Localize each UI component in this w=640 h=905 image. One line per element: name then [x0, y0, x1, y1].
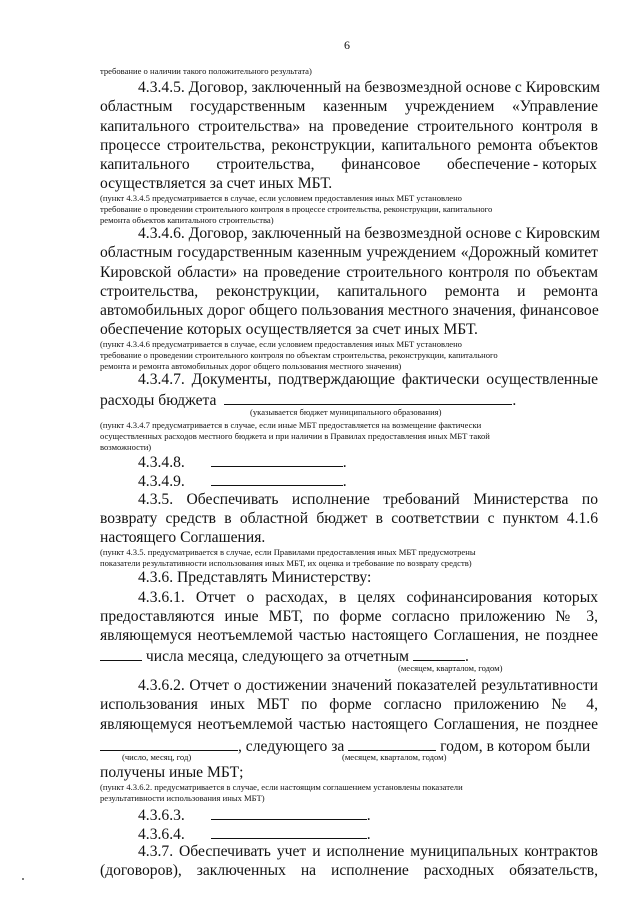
clause-4-3-7-heading: 4.3.7. Обеспечивать учет и исполнение муниципальных контрактов — [138, 843, 598, 860]
text-line: являющемуся неотъемлемой частью настоящего Соглашения, не позднее — [100, 627, 598, 644]
text-line: областным государственным казенным учреждением «Управление — [100, 98, 598, 115]
note-line: (пункт 4.3.4.6 предусматривается в случае, если условием предоставления иных МБТ установлено — [100, 339, 462, 349]
clause-4-3-6-heading: 4.3.6. Представлять Министерству: — [138, 569, 372, 586]
note-line: возможности) — [100, 442, 152, 452]
page-number: 6 — [344, 38, 350, 52]
period: . — [464, 648, 469, 665]
text-line: получены иные МБТ; — [100, 764, 244, 781]
text-line: осуществляется за счет иных МБТ. — [100, 175, 333, 192]
note-line: показатели результативности использования иных МБТ, их оценка и требование по возврату средств) — [100, 558, 472, 568]
clause-number: 4.3.6.3. — [138, 807, 185, 824]
text-line: предоставляются иные МБТ, по форме согласно приложению № 3, — [100, 608, 598, 625]
day-blank-field[interactable] — [100, 646, 142, 661]
text-line: настоящего Соглашения. — [100, 529, 266, 546]
note-line: требование о проведении строительного контроля по объектам строительства, реконструкции, капитального — [100, 350, 498, 360]
clause-4-3-4-9-blank[interactable] — [211, 471, 343, 486]
clause-4-3-4-7-heading: 4.3.4.7. Документы, подтверждающие фактически осуществленные — [138, 371, 598, 388]
period-blank-field[interactable] — [413, 646, 465, 661]
period-blank-field[interactable] — [348, 736, 436, 751]
text-line: являющемуся неотъемлемой частью настоящего Соглашения, не позднее — [100, 716, 598, 733]
period-caption: (месяцем, кварталом, годом) — [398, 663, 503, 673]
text-line: возврату средств в областной бюджет в соответствии с пунктом 4.1.6 — [100, 510, 598, 527]
following-text: , следующего за — [238, 738, 345, 755]
text-line: капитального строительства, финансовое обеспечение — [100, 156, 530, 173]
year-text: годом, в котором были — [440, 738, 591, 755]
period: . — [366, 807, 371, 824]
text-line: областным государственным казенным учреждением «Дорожный комитет — [100, 244, 598, 261]
note-line: осуществленных расходов местного бюджета и при наличии в Правилах предоставления иных МБТ такой — [100, 431, 490, 441]
budget-label: расходы бюджета — [100, 392, 217, 409]
clause-4-3-6-3-blank[interactable] — [211, 805, 367, 820]
scan-speck — [22, 878, 24, 880]
deadline-text: числа месяца, следующего за отчетным — [145, 648, 410, 665]
date-caption: (число, месяц, год) — [122, 752, 192, 762]
clause-4-3-6-2-heading: 4.3.6.2. Отчет о достижении значений показателей результативности — [138, 677, 598, 694]
note-line: (пункт 4.3.6.2. предусматривается в случае, если настоящим соглашением установлены показатели — [100, 782, 463, 792]
budget-period: . — [512, 392, 517, 409]
clause-4-3-6-3 — [138, 805, 371, 825]
clause-number: 4.3.4.9. — [138, 473, 185, 490]
clause-4-3-6-1-heading: 4.3.6.1. Отчет о расходах, в целях софинансирования которых — [138, 589, 598, 606]
budget-caption: (указывается бюджет муниципального образования) — [250, 407, 442, 417]
note-line: ремонта и ремонта автомобильных дорог общего пользования местного значения) — [100, 361, 402, 371]
period: . — [342, 454, 347, 471]
note-line: требование о наличии такого положительного результата) — [100, 66, 312, 76]
clause-4-3-4-5-heading: 4.3.4.5. Договор, заключенный на безвозмездной основе с Кировским — [138, 79, 601, 96]
note-line: (пункт 4.3.5. предусматривается в случае, если Правилами предоставления иных МБТ предусмотрены — [100, 547, 476, 557]
text-line: Кировской области» на проведение строительного контроля по объектам — [100, 264, 598, 281]
text-line: обеспечение которых осуществляется за счет иных МБТ. — [100, 321, 478, 338]
text-line: строительства, реконструкции, капитального ремонта и ремонта — [100, 283, 598, 300]
text-line: процессе строительства, реконструкции, капитального ремонта объектов — [100, 137, 598, 154]
clause-4-3-5-heading: 4.3.5. Обеспечивать исполнение требований Министерства по — [138, 491, 598, 508]
clause-4-3-4-6-heading: 4.3.4.6. Договор, заключенный на безвозмездной основе с Кировским — [138, 225, 601, 242]
note-line: ремонта объектов капитального строительства) — [100, 215, 274, 225]
note-line: требование о проведении строительного контроля в процессе строительства, реконструкции, капитального — [100, 204, 493, 214]
clause-4-3-6-4-blank[interactable] — [211, 824, 367, 839]
text-line: автомобильных дорог общего пользования местного значения, финансовое — [100, 302, 599, 319]
clause-4-3-4-8 — [138, 452, 347, 472]
text-line: использования иных МБТ по форме согласно приложению № 4, — [100, 696, 598, 713]
clause-number: 4.3.6.4. — [138, 826, 185, 843]
period: . — [366, 826, 371, 843]
clause-4-3-4-9 — [138, 471, 347, 491]
text-line-end: - которых — [533, 156, 597, 173]
clause-4-3-4-8-blank[interactable] — [211, 452, 343, 467]
period-caption: (месяцем, кварталом, годом) — [342, 752, 447, 762]
text-line: капитального строительства» на проведение строительного контроля в — [100, 118, 598, 135]
text-line: (договоров), заключенных на исполнение расходных обязательств, — [100, 862, 598, 879]
clause-4-3-6-4 — [138, 824, 371, 844]
note-line: результативности использования иных МБТ) — [100, 793, 265, 803]
note-line: (пункт 4.3.4.7 предусматривается в случае, если иные МБТ предоставляется на возмещение фактически — [100, 420, 482, 430]
note-line: (пункт 4.3.4.5 предусматривается в случае, если условием предоставления иных МБТ установлено — [100, 193, 462, 203]
clause-number: 4.3.4.8. — [138, 454, 185, 471]
date-blank-field[interactable] — [100, 736, 238, 751]
period: . — [342, 473, 347, 490]
budget-blank-field[interactable] — [224, 390, 512, 405]
